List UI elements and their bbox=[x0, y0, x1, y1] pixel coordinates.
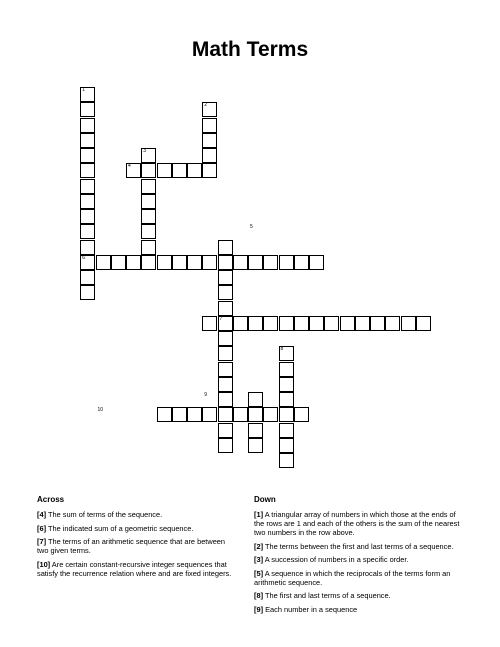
grid-cell[interactable] bbox=[248, 407, 263, 422]
clue-number: 8 bbox=[280, 346, 284, 353]
grid-cell[interactable] bbox=[218, 362, 233, 377]
grid-cell[interactable] bbox=[111, 255, 126, 270]
grid-cell[interactable] bbox=[294, 407, 309, 422]
grid-cell[interactable] bbox=[80, 285, 95, 300]
grid-cell[interactable] bbox=[157, 163, 172, 178]
grid-cell[interactable] bbox=[80, 148, 95, 163]
across-heading: Across bbox=[37, 495, 65, 504]
grid-cell[interactable] bbox=[218, 438, 233, 453]
grid-cell[interactable] bbox=[80, 224, 95, 239]
grid-cell[interactable] bbox=[279, 362, 294, 377]
grid-cell[interactable] bbox=[187, 163, 202, 178]
grid-cell[interactable] bbox=[80, 133, 95, 148]
grid-cell[interactable] bbox=[309, 255, 324, 270]
grid-cell[interactable] bbox=[202, 133, 217, 148]
grid-cell[interactable] bbox=[233, 407, 248, 422]
down-clue bbox=[254, 569, 464, 587]
grid-cell[interactable] bbox=[233, 316, 248, 331]
clue-num: [5] bbox=[254, 568, 264, 578]
grid-cell[interactable] bbox=[80, 179, 95, 194]
grid-cell[interactable] bbox=[202, 163, 217, 178]
down-clue bbox=[254, 510, 464, 537]
grid-cell[interactable] bbox=[279, 407, 294, 422]
down-clue bbox=[254, 605, 464, 614]
grid-cell[interactable] bbox=[294, 255, 309, 270]
grid-cell[interactable] bbox=[370, 316, 385, 331]
grid-cell[interactable] bbox=[248, 255, 263, 270]
grid-cell[interactable] bbox=[157, 407, 172, 422]
grid-cell[interactable] bbox=[80, 194, 95, 209]
grid-cell[interactable] bbox=[248, 438, 263, 453]
down-clue bbox=[254, 555, 464, 564]
grid-cell[interactable] bbox=[218, 301, 233, 316]
down-heading: Down bbox=[254, 495, 276, 504]
grid-cell[interactable] bbox=[233, 255, 248, 270]
across-clue bbox=[37, 537, 233, 555]
grid-cell[interactable] bbox=[202, 316, 217, 331]
clue-number: 9 bbox=[204, 392, 208, 398]
clue-number: 7 bbox=[219, 315, 223, 322]
grid-cell[interactable] bbox=[279, 438, 294, 453]
grid-cell[interactable] bbox=[218, 285, 233, 300]
grid-cell[interactable] bbox=[279, 316, 294, 331]
grid-cell[interactable] bbox=[172, 407, 187, 422]
clue-number: 4 bbox=[128, 163, 131, 170]
grid-cell[interactable] bbox=[385, 316, 400, 331]
grid-cell[interactable] bbox=[126, 255, 141, 270]
grid-cell[interactable] bbox=[248, 316, 263, 331]
clue-num: [9] bbox=[254, 604, 264, 614]
grid-cell[interactable] bbox=[80, 240, 95, 255]
grid-cell[interactable] bbox=[279, 423, 294, 438]
across-clue bbox=[37, 560, 233, 578]
clue-num: [8] bbox=[254, 591, 264, 600]
across-clue-list bbox=[37, 510, 233, 582]
grid-cell[interactable] bbox=[96, 255, 111, 270]
grid-cell[interactable] bbox=[202, 118, 217, 133]
grid-cell[interactable] bbox=[141, 255, 156, 270]
clue-number: 10 bbox=[97, 407, 104, 414]
grid-cell[interactable] bbox=[248, 423, 263, 438]
down-clue bbox=[254, 591, 464, 600]
grid-cell[interactable] bbox=[279, 255, 294, 270]
clue-number: 5 bbox=[250, 224, 253, 231]
grid-cell[interactable] bbox=[80, 270, 95, 285]
grid-cell[interactable] bbox=[279, 377, 294, 392]
grid-cell[interactable] bbox=[187, 255, 202, 270]
down-clue-list bbox=[254, 510, 464, 618]
grid-cell[interactable] bbox=[218, 331, 233, 346]
grid-cell[interactable] bbox=[218, 240, 233, 255]
clue-num: [6] bbox=[37, 523, 47, 533]
grid-cell[interactable] bbox=[172, 163, 187, 178]
grid-cell[interactable] bbox=[355, 316, 370, 331]
clue-num: [10] bbox=[37, 559, 51, 569]
clue-num: [7] bbox=[37, 537, 47, 546]
grid-cell[interactable] bbox=[263, 407, 278, 422]
grid-cell[interactable] bbox=[218, 377, 233, 392]
grid-cell[interactable] bbox=[218, 423, 233, 438]
grid-cell[interactable] bbox=[202, 255, 217, 270]
grid-cell[interactable] bbox=[248, 392, 263, 407]
grid-cell[interactable] bbox=[80, 209, 95, 224]
clue-text: The indicated sum of a geometric sequence. bbox=[46, 523, 194, 533]
grid-cell[interactable] bbox=[202, 407, 217, 422]
clue-number: 2 bbox=[204, 102, 208, 109]
clue-num: [4] bbox=[37, 510, 47, 519]
grid-cell[interactable] bbox=[187, 407, 202, 422]
clue-text: A sequence in which the reciprocals of the terms form an arithmetic sequence. bbox=[254, 568, 451, 587]
clue-number: 1 bbox=[82, 87, 86, 93]
grid-cell[interactable] bbox=[141, 163, 156, 178]
clue-text: The sum of terms of the sequence. bbox=[46, 510, 163, 519]
clue-text: The first and last terms of a sequence. bbox=[263, 591, 391, 600]
clue-number: 3 bbox=[143, 148, 147, 154]
clue-num: [3] bbox=[254, 555, 264, 564]
grid-cell[interactable] bbox=[263, 316, 278, 331]
grid-cell[interactable] bbox=[218, 346, 233, 361]
grid-cell[interactable] bbox=[172, 255, 187, 270]
page-title: Math Terms bbox=[191, 38, 309, 61]
grid-cell[interactable] bbox=[279, 453, 294, 468]
clue-text: Are certain constant-recursive integer sequences that satisfy the recurrence relation where and are fixed integers. bbox=[37, 559, 232, 578]
clue-text: A succession of numbers in a specific order. bbox=[263, 555, 409, 564]
grid-cell[interactable] bbox=[279, 392, 294, 407]
clue-text: Each number in a sequence bbox=[263, 604, 358, 614]
grid-cell[interactable] bbox=[141, 194, 156, 209]
grid-cell[interactable] bbox=[218, 255, 233, 270]
grid-cell[interactable] bbox=[218, 270, 233, 285]
grid-cell[interactable] bbox=[141, 209, 156, 224]
grid-cell[interactable] bbox=[141, 179, 156, 194]
clue-text: The terms between the first and last terms of a sequence. bbox=[263, 541, 454, 551]
across-clue bbox=[37, 524, 233, 533]
clue-num: [2] bbox=[254, 541, 264, 551]
grid-cell[interactable] bbox=[416, 316, 431, 331]
grid-cell[interactable] bbox=[294, 316, 309, 331]
grid-cell[interactable] bbox=[141, 224, 156, 239]
grid-cell[interactable] bbox=[263, 255, 278, 270]
grid-cell[interactable] bbox=[309, 316, 324, 331]
grid-cell[interactable] bbox=[401, 316, 416, 331]
across-clue bbox=[37, 510, 233, 519]
grid-cell[interactable] bbox=[141, 240, 156, 255]
grid-cell[interactable] bbox=[202, 148, 217, 163]
grid-cell[interactable] bbox=[80, 163, 95, 178]
grid-cell[interactable] bbox=[80, 118, 95, 133]
clue-number: 6 bbox=[82, 254, 86, 261]
clue-text: A triangular array of numbers in which those at the ends of the rows are 1 and each of the others is the sum of the nearest two numbers in the row above. bbox=[254, 510, 460, 537]
grid-cell[interactable] bbox=[218, 392, 233, 407]
grid-cell[interactable] bbox=[218, 407, 233, 422]
clue-text: The terms of an arithmetic sequence that are between two given terms. bbox=[37, 537, 226, 555]
grid-cell[interactable] bbox=[157, 255, 172, 270]
down-clue bbox=[254, 542, 464, 551]
clue-num: [1] bbox=[254, 510, 264, 519]
grid-cell[interactable] bbox=[340, 316, 355, 331]
grid-cell[interactable] bbox=[324, 316, 339, 331]
grid-cell[interactable] bbox=[80, 102, 95, 117]
